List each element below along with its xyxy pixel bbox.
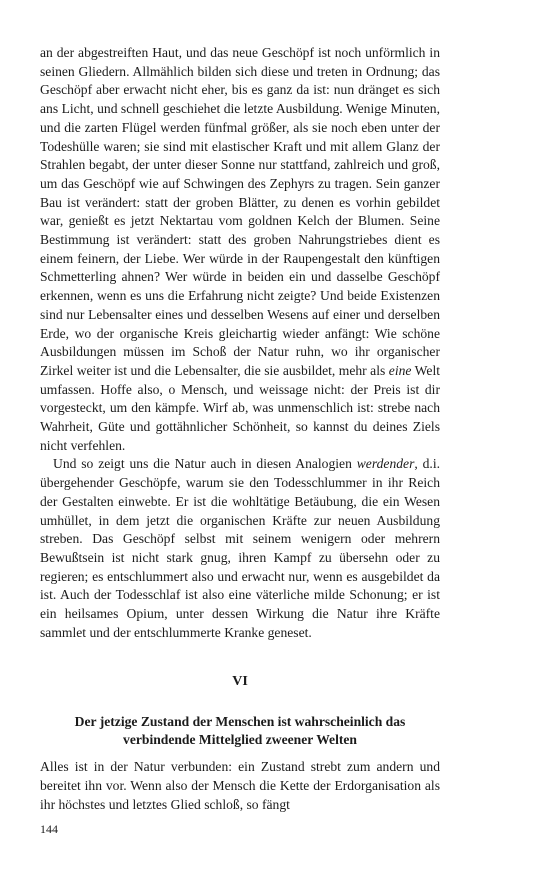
paragraph-text: Welt umfassen. Hoffe also, o Mensch, und weissage nicht: der Preis ist dir vorgesteckt, um den kämpfe. Wirf ab, was unmenschlich ist: strebe nach Wahrheit, Güte und gottähnlicher Schönheit, so kannst du deines Ziels nicht verfehlen. bbox=[40, 362, 440, 453]
emphasis-text: eine bbox=[388, 362, 412, 378]
section-title: Der jetzige Zustand der Menschen ist wahrscheinlich das verbindende Mittelglied zweener Welten bbox=[74, 714, 406, 747]
paragraph bbox=[40, 44, 440, 455]
emphasis-text: werdender bbox=[356, 456, 415, 472]
page-body bbox=[40, 44, 440, 814]
section-number: VI bbox=[232, 673, 248, 689]
paragraph: Alles ist in der Natur verbunden: ein Zustand strebt zum andern und bereitet ihn vor. Wenn also der Mensch die Kette der Erdorganisation als ihr höchstes und letztes Glied schloß, so fängt bbox=[40, 759, 440, 812]
paragraph bbox=[40, 455, 440, 642]
paragraph-text: an der abgestreiften Haut, und das neue Geschöpf ist noch unförmlich in seinen Gliedern. Allmählich bilden sich diese und treten in Ordnung; das Geschöpf aber erwacht nicht eher, bis es ganz da ist: nun dränget es sich ans Licht, und schnell geschiehet die letzte Ausbildung. Wenige Minuten, und die zarten Flügel werden fünfmal größer, als sie noch eben unter der Todeshülle waren; sie sind mit elastischer Kraft und mit allem Glanz der Strahlen begabt, der unter dieser Sonne nur stattfand, zahlreich und groß, um das Geschöpf wie auf Schwingen des Zephyrs zu tragen. Sein ganzer Bau ist verändert: statt der groben Blätter, zu denen es vorhin gebildet war, genießt es jetzt Nektartau vom goldnen Kelch der Blumen. Seine Bestimmung ist verändert: statt des groben Nahrungstriebes dient es einem feinern, der Liebe. Wer würde in der Raupengestalt den künftigen Schmetterling ahnen? Wer würde in beiden ein und dasselbe Geschöpf erkennen, wenn es uns die Erfahrung nicht zeigte? Und beide Existenzen sind nur Lebensalter eines und desselben Wesens auf einer und derselben Erde, wo der organische Kreis gleichartig wieder anfängt: Wie schöne Ausbildungen müssen im Schoß der Natur ruhn, wo ihr organischer Zirkel weiter ist und die Lebensalter, die sie ausbildet, mehr als bbox=[40, 45, 440, 378]
page-number: 144 bbox=[40, 822, 58, 836]
paragraph-text: Und so zeigt uns die Natur auch in diesen Analogien bbox=[53, 456, 352, 472]
paragraph-text: , d.i. übergehender Geschöpfe, warum sie den Todesschlummer in ihr Reich der Gestalten einwebte. Er ist die wohltätige Betäubung, die ein Wesen umhüllet, in dem jetzt die organischen Kräfte zur neuen Ausbildung streben. Das Geschöpf selbst mit seinem wenigern oder mehrern Bewußtsein ist nicht stark gnug, ihren Kampf zu übersehn oder zu regieren; es entschlummert also und erwacht nur, wenn es ausgebildet da ist. Auch der Todesschlaf ist also eine väterliche milde Schonung; er ist ein heilsames Opium, unter dessen Wirkung die Natur ihre Kräfte sammlet und der entschlummerte Kranke geneset. bbox=[40, 456, 440, 640]
